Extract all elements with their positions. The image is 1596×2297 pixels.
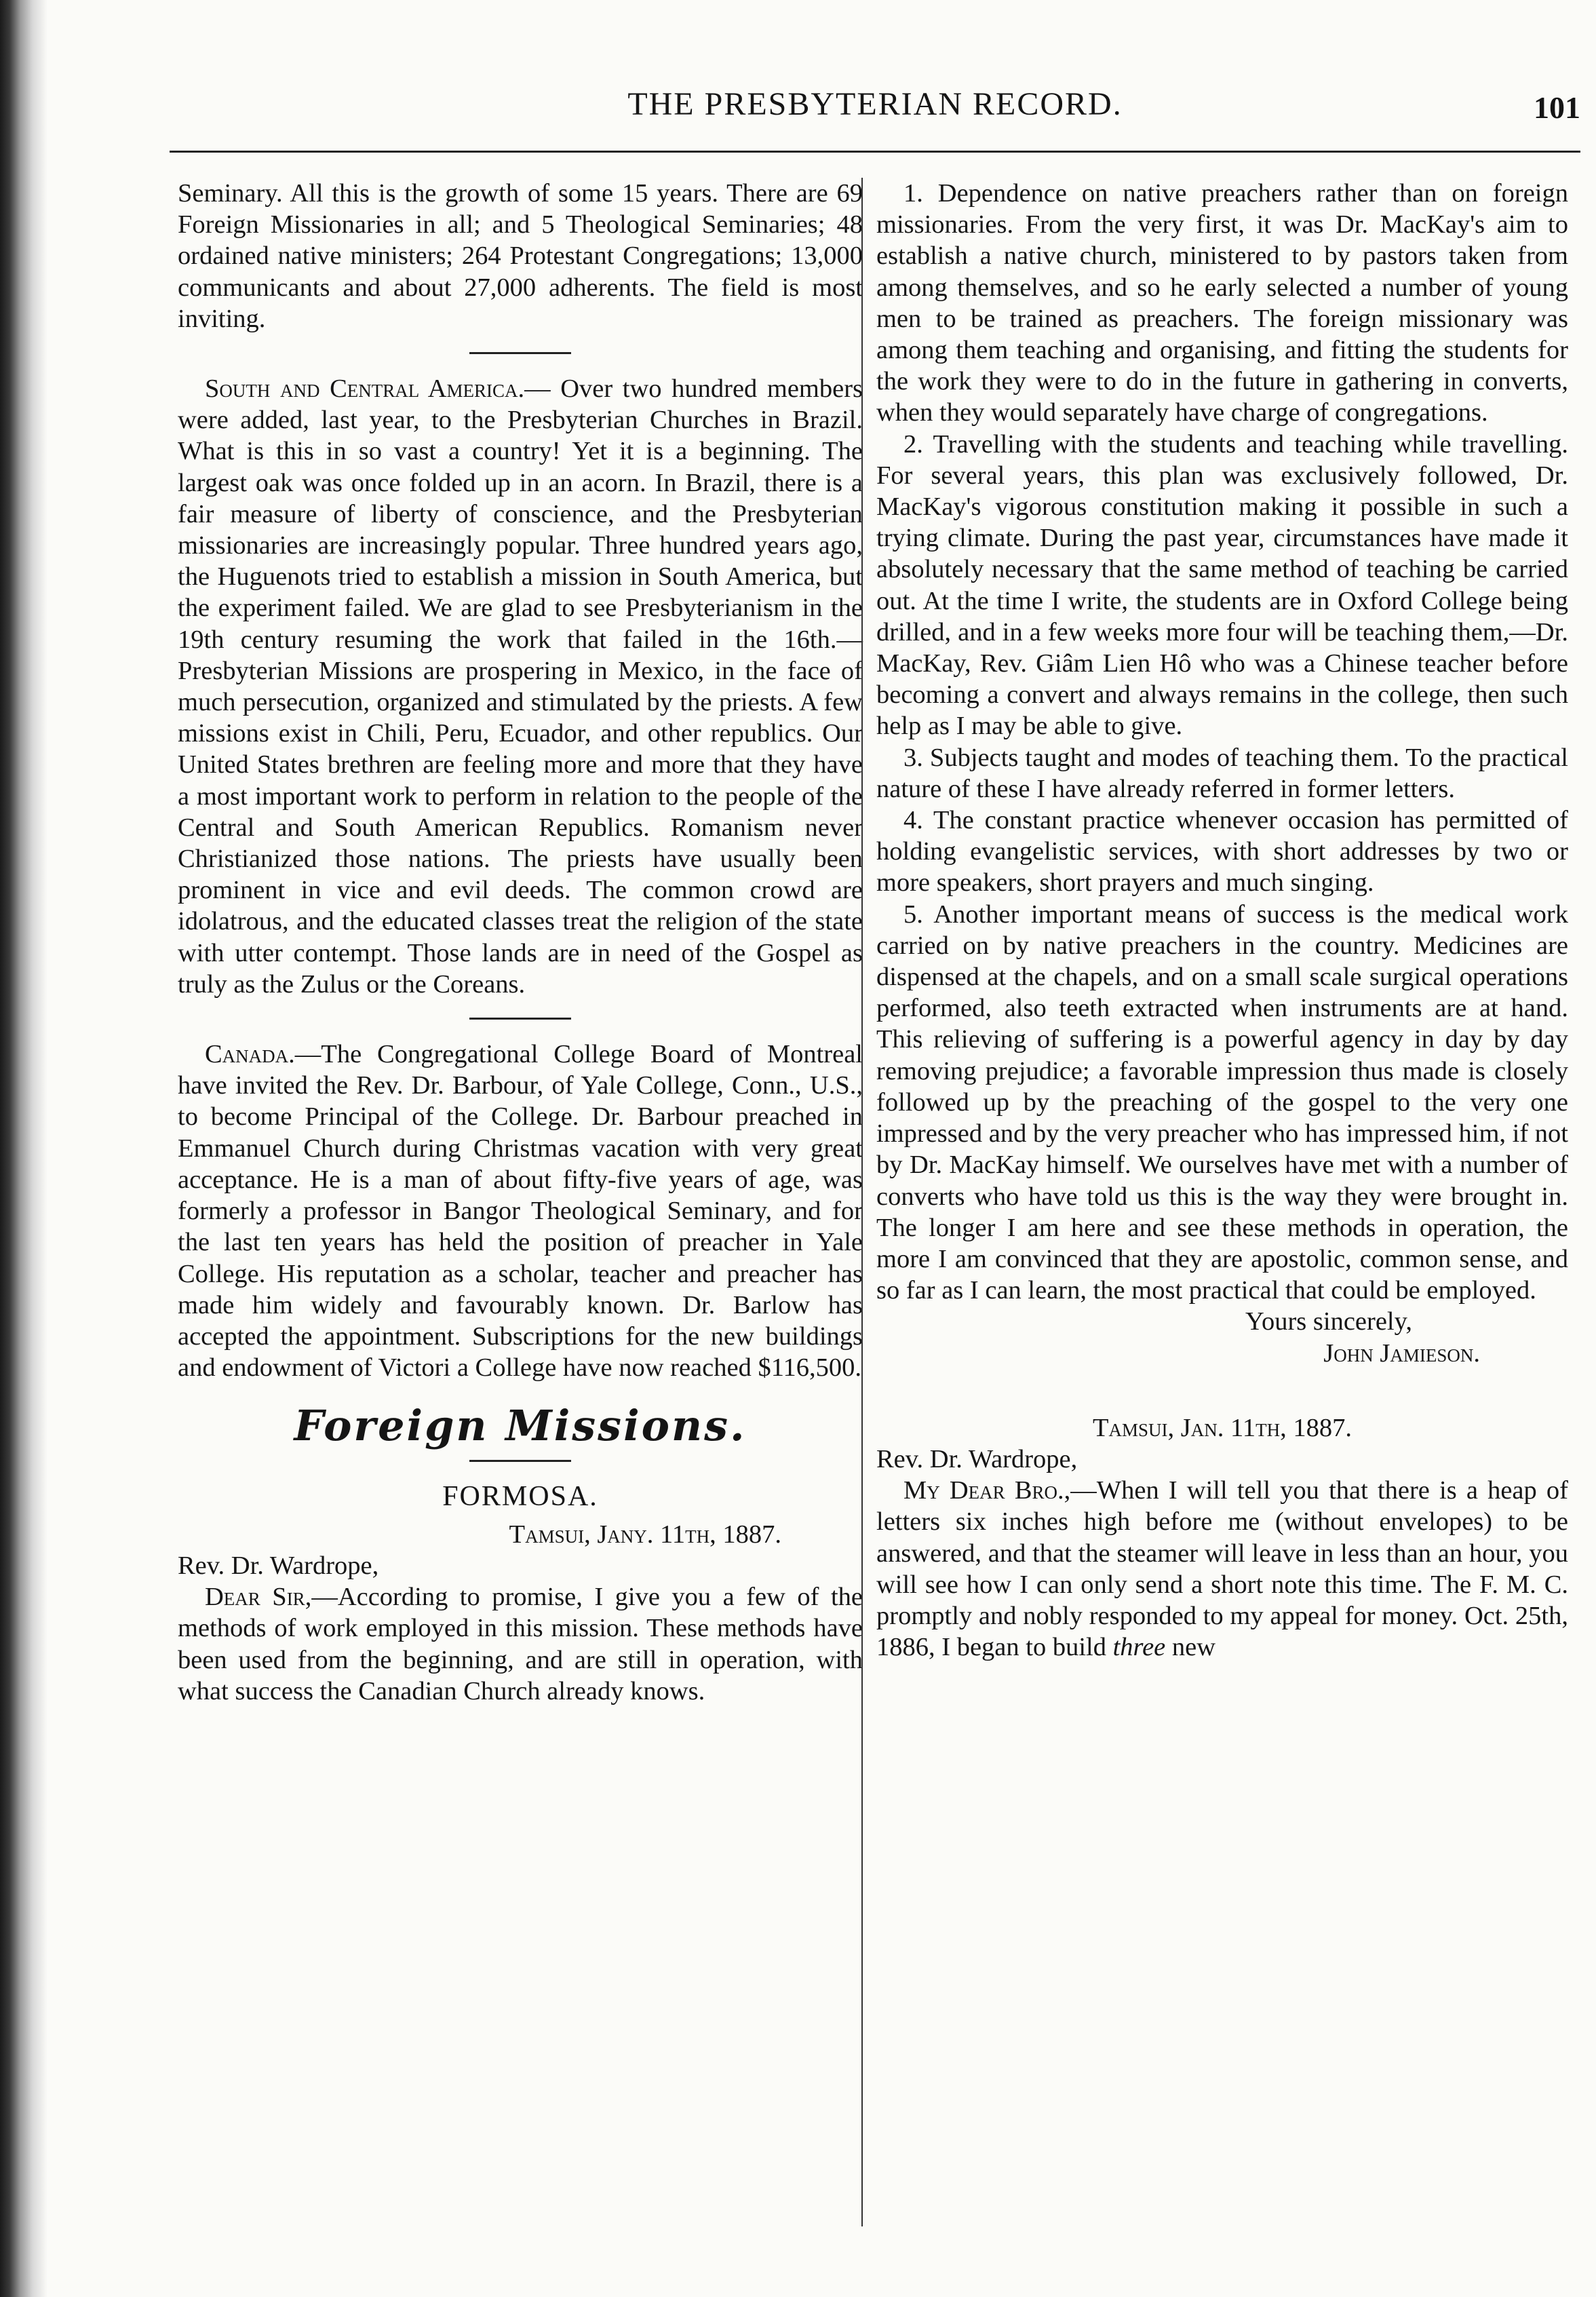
second-letter-salutation: Rev. Dr. Wardrope, [876, 1444, 1078, 1473]
formosa-heading: FORMOSA. [442, 1480, 598, 1512]
method-point-1: 1. Dependence on native preachers rather than on foreign missionaries. From the very first, it was Dr. MacKay's aim to establish a native church, ministered to by pastors taken from among themselves, and so he early selected a number of young men to be trained as preachers. The foreign missionary was among them teaching and organising, and fitting the students for the work they were to do in the future in gathering in converts, when they would separately have charge of congregations. [876, 179, 1568, 427]
formosa-letter-text: —According to promise, I give you a few of the methods of work employed in this mission. These methods have been used from the beginning, and are still in operation, with what success the Canadian Church already knows. [178, 1583, 863, 1705]
section-divider [469, 1018, 571, 1020]
formosa-letter-paragraph [178, 1581, 863, 1707]
south-america-paragraph [178, 373, 863, 1000]
second-letter-dateline: Tamsui, Jan. 11th, 1887. [1093, 1413, 1352, 1442]
letter-signature: John Jamieson. [1323, 1338, 1480, 1368]
formosa-dear-label: Dear Sir, [205, 1583, 312, 1612]
south-america-text: — Over two hundred members were added, last year, to the Presbyterian Churches in Brazil. What is this in so vast a country! Yet it is a beginning. The largest oak was once folded up in an acorn. In Brazil, there is a fair measure of liberty of conscience, and the Presbyterian missionaries are increasingly popular. Three hundred years ago, the Huguenots tried to establish a mission in South America, but the experiment failed. We are glad to see Presbyterianism in the 19th century resuming the work that failed in the 16th.—Presbyterian Missions are prospering in Mexico, in the face of much persecution, organized and stimulated by the priests. A few missions exist in Chili, Peru, Ecuador, and other republics. Our United States brethren are feeling more and more that they have a most important work to perform in relation to the people of the Central and South American Republics. Romanism never Christianized those nations. The priests have usually been prominent in vice and evil deeds. The common crowd are idolatrous, and the educated classes treat the religion of the state with utter contempt. Those lands are in need of the Gospel as truly as the Zulus or the Coreans. [178, 374, 863, 999]
second-letter-dear-label: My Dear Bro., [903, 1476, 1071, 1505]
foreign-missions-title: Foreign Missions. [294, 1401, 747, 1451]
formosa-salutation: Rev. Dr. Wardrope, [178, 1551, 379, 1580]
method-point-3: 3. Subjects taught and modes of teaching them. To the practical nature of these I have already referred in former letters. [876, 743, 1568, 803]
letter-closing: Yours sincerely, [1245, 1307, 1412, 1336]
page-number: 101 [1534, 90, 1580, 125]
left-column [178, 178, 863, 1707]
spacer [876, 1396, 1568, 1412]
section-divider [469, 352, 571, 354]
canada-paragraph [178, 1039, 863, 1383]
formosa-dateline: Tamsui, Jany. 11th, 1887. [509, 1520, 781, 1549]
column-divider [861, 178, 863, 2226]
second-letter-text: —When I will tell you that there is a heap of letters six inches high before me (without envelopes) to be answered, and that the steamer will leave in less than an hour, you will see how I can only send a short note this time. The F. M. C. promptly and nobly responded to my appeal for money. Oct. 25th, 1886, I began to build [876, 1476, 1568, 1662]
page-spine-shadow [0, 0, 47, 2297]
seminary-paragraph: Seminary. All this is the growth of some 15 years. There are 69 Foreign Missionaries in all; and 5 Theological Seminaries; 48 ordained native ministers; 264 Protestant Congregations; 13,000 communicants and about 27,000 adherents. The field is most inviting. [178, 179, 863, 333]
spacer [876, 1369, 1568, 1396]
running-title: THE PRESBYTERIAN RECORD. [627, 86, 1123, 122]
section-divider [469, 1460, 571, 1462]
canada-label: Canada. [205, 1040, 295, 1069]
method-point-5: 5. Another important means of success is the medical work carried on by native preachers in the country. Medicines are dispensed at the chapels, and on a small scale surgical operations performed, also teeth extracted when instruments are at hand. This relieving of suffering is a powerful agency in day by day removing prejudice; a favorable impression thus made is closely followed up by the preaching of the gospel to the very one impressed and by the very preacher who has impressed him, if not by Dr. MacKay himself. We ourselves have met with a number of converts who have told us this is the way they were brought in. The longer I am here and see these methods in operation, the more I am convinced that they are apostolic, common sense, and so far as I can learn, the most practical that could be employed. [876, 900, 1568, 1305]
second-letter-paragraph [876, 1475, 1568, 1663]
second-letter-italic-word: three [1112, 1633, 1166, 1662]
right-column [876, 178, 1568, 1663]
canada-text: —The Congregational College Board of Montreal have invited the Rev. Dr. Barbour, of Yale College, Conn., U.S., to become Principal of the College. Dr. Barbour preached in Emmanuel Church during Christmas vacation with very great acceptance. He is a man of about fifty-five years of age, was formerly a professor in Bangor Theological Seminary, and for the last ten years has held the position of preacher in Yale College. His reputation as a scholar, teacher and preacher has made him widely and favourably known. Dr. Barlow has accepted the appointment. Subscriptions for the new buildings and endowment of Victori a College have now reached $116,500. [178, 1040, 863, 1383]
header-rule [170, 151, 1580, 153]
method-point-2: 2. Travelling with the students and teaching while travelling. For several years, this plan was exclusively followed, Dr. MacKay's vigorous constitution making it possible in such a trying climate. During the past year, circumstances have made it absolutely necessary that the same method of teaching be carried out. At the time I write, the students are in Oxford College being drilled, and in a few weeks more four will be teaching them,—Dr. MacKay, Rev. Giâm Lien Hô who was a Chinese teacher before becoming a convert and always remains in the college, then such help as I may be able to give. [876, 429, 1568, 741]
south-america-label: South and Central America. [205, 374, 525, 404]
second-letter-text-end: new [1165, 1633, 1216, 1662]
page-header [170, 80, 1580, 141]
method-point-4: 4. The constant practice whenever occasion has permitted of holding evangelistic services, with short addresses by two or more speakers, short prayers and much singing. [876, 806, 1568, 897]
